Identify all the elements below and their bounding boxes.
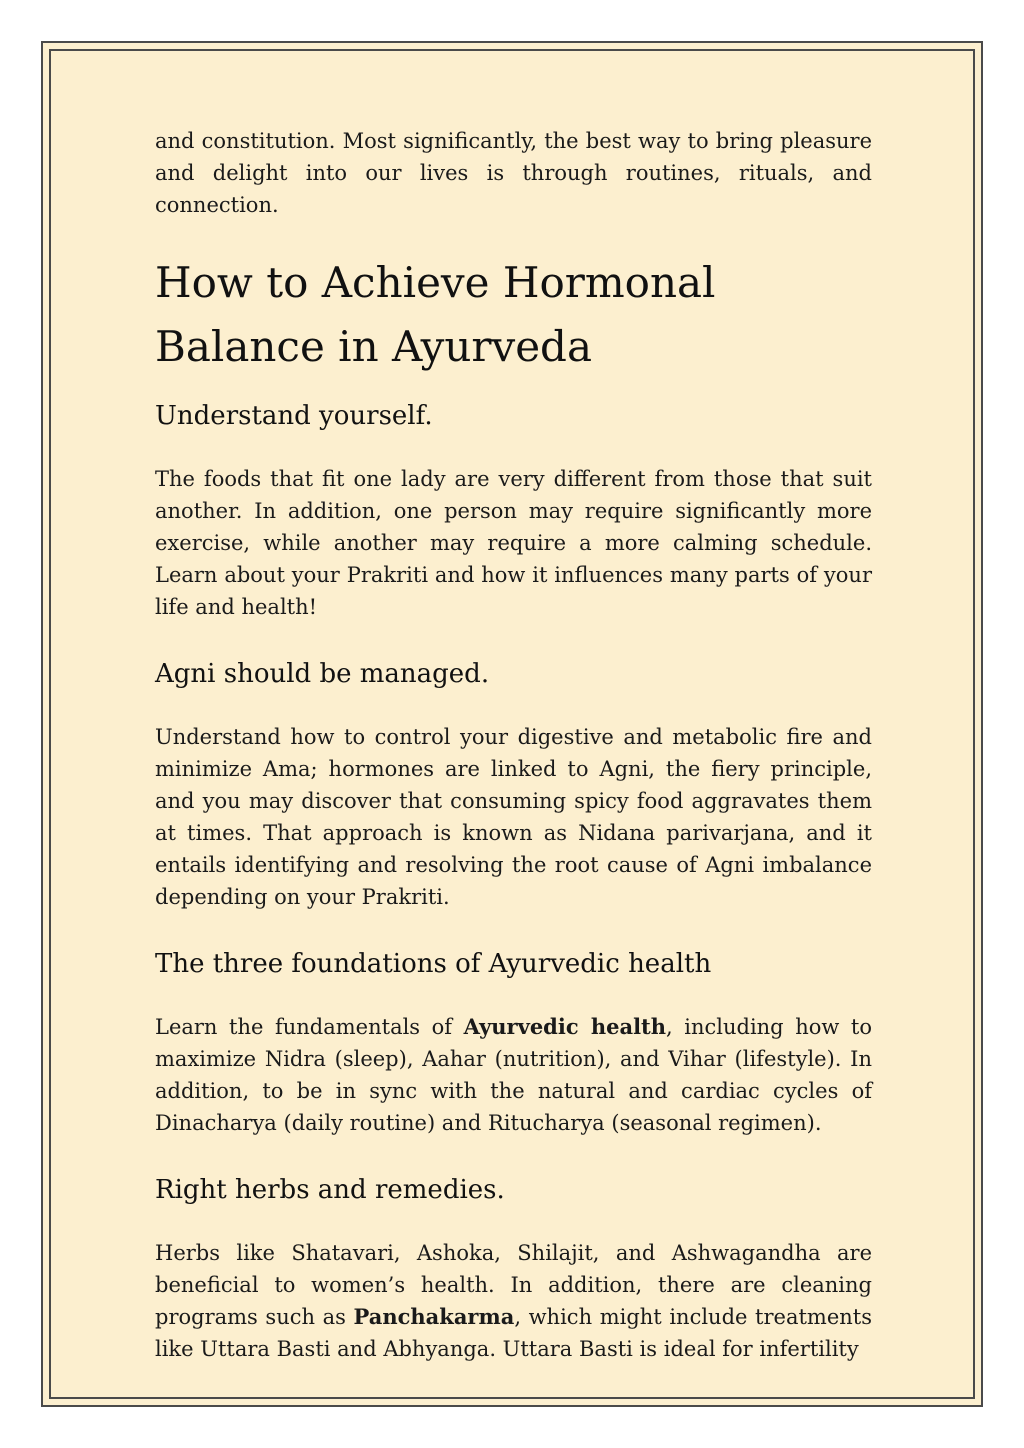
panchakarma-link[interactable]: Panchakarma	[353, 1304, 515, 1329]
section-body-three-foundations	[155, 1011, 872, 1139]
intro-paragraph: and constitution. Most significantly, the best way to bring pleasure and delight into our lives is through routines, rituals, and connection.	[155, 129, 872, 217]
document-page	[41, 41, 983, 1407]
body-text-end: , including how to maximize Nidra (sleep), Aahar (nutrition), and Vihar (lifestyle). In addition, to be in sync with the natural and cardiac cycles of Dinacharya (daily routine) and Ritucharya (seasonal regimen).	[155, 1015, 872, 1135]
section-heading-agni: Agni should be managed.	[155, 659, 490, 689]
section-body-agni: Understand how to control your digestive and metabolic fire and minimize Ama; hormones are linked to Agni, the fiery principle, and you may discover that consuming spicy food aggravates them at times. That approach is known as Nidana parivarjana, and it entails identifying and resolving the root cause of Agni imbalance depending on your Prakriti.	[155, 725, 872, 909]
section-heading-understand-yourself: Understand yourself.	[155, 401, 433, 431]
article-content	[155, 125, 872, 1365]
article-title: How to Achieve Hormonal Balance in Ayurveda	[155, 258, 716, 371]
section-body-herbs	[155, 1237, 872, 1365]
section-heading-three-foundations: The three foundations of Ayurvedic health	[155, 949, 712, 979]
body-text-start: Herbs like Shatavari, Ashoka, Shilajit, and Ashwagandha are beneficial to women’s health. In addition, there are cleaning programs such as	[155, 1241, 872, 1329]
body-text-end: , which might include treatments like Uttara Basti and Abhyanga. Uttara Basti is ideal for infertility	[155, 1305, 872, 1361]
ayurvedic-health-link[interactable]: Ayurvedic health	[463, 1014, 667, 1039]
body-text-start: Learn the fundamentals of	[155, 1015, 464, 1039]
section-body-understand-yourself: The foods that fit one lady are very different from those that suit another. In addition, one person may require significantly more exercise, while another may require a more calming schedule. Learn about your Prakriti and how it influences many parts of your life and health!	[155, 467, 872, 619]
section-heading-herbs: Right herbs and remedies.	[155, 1175, 505, 1205]
